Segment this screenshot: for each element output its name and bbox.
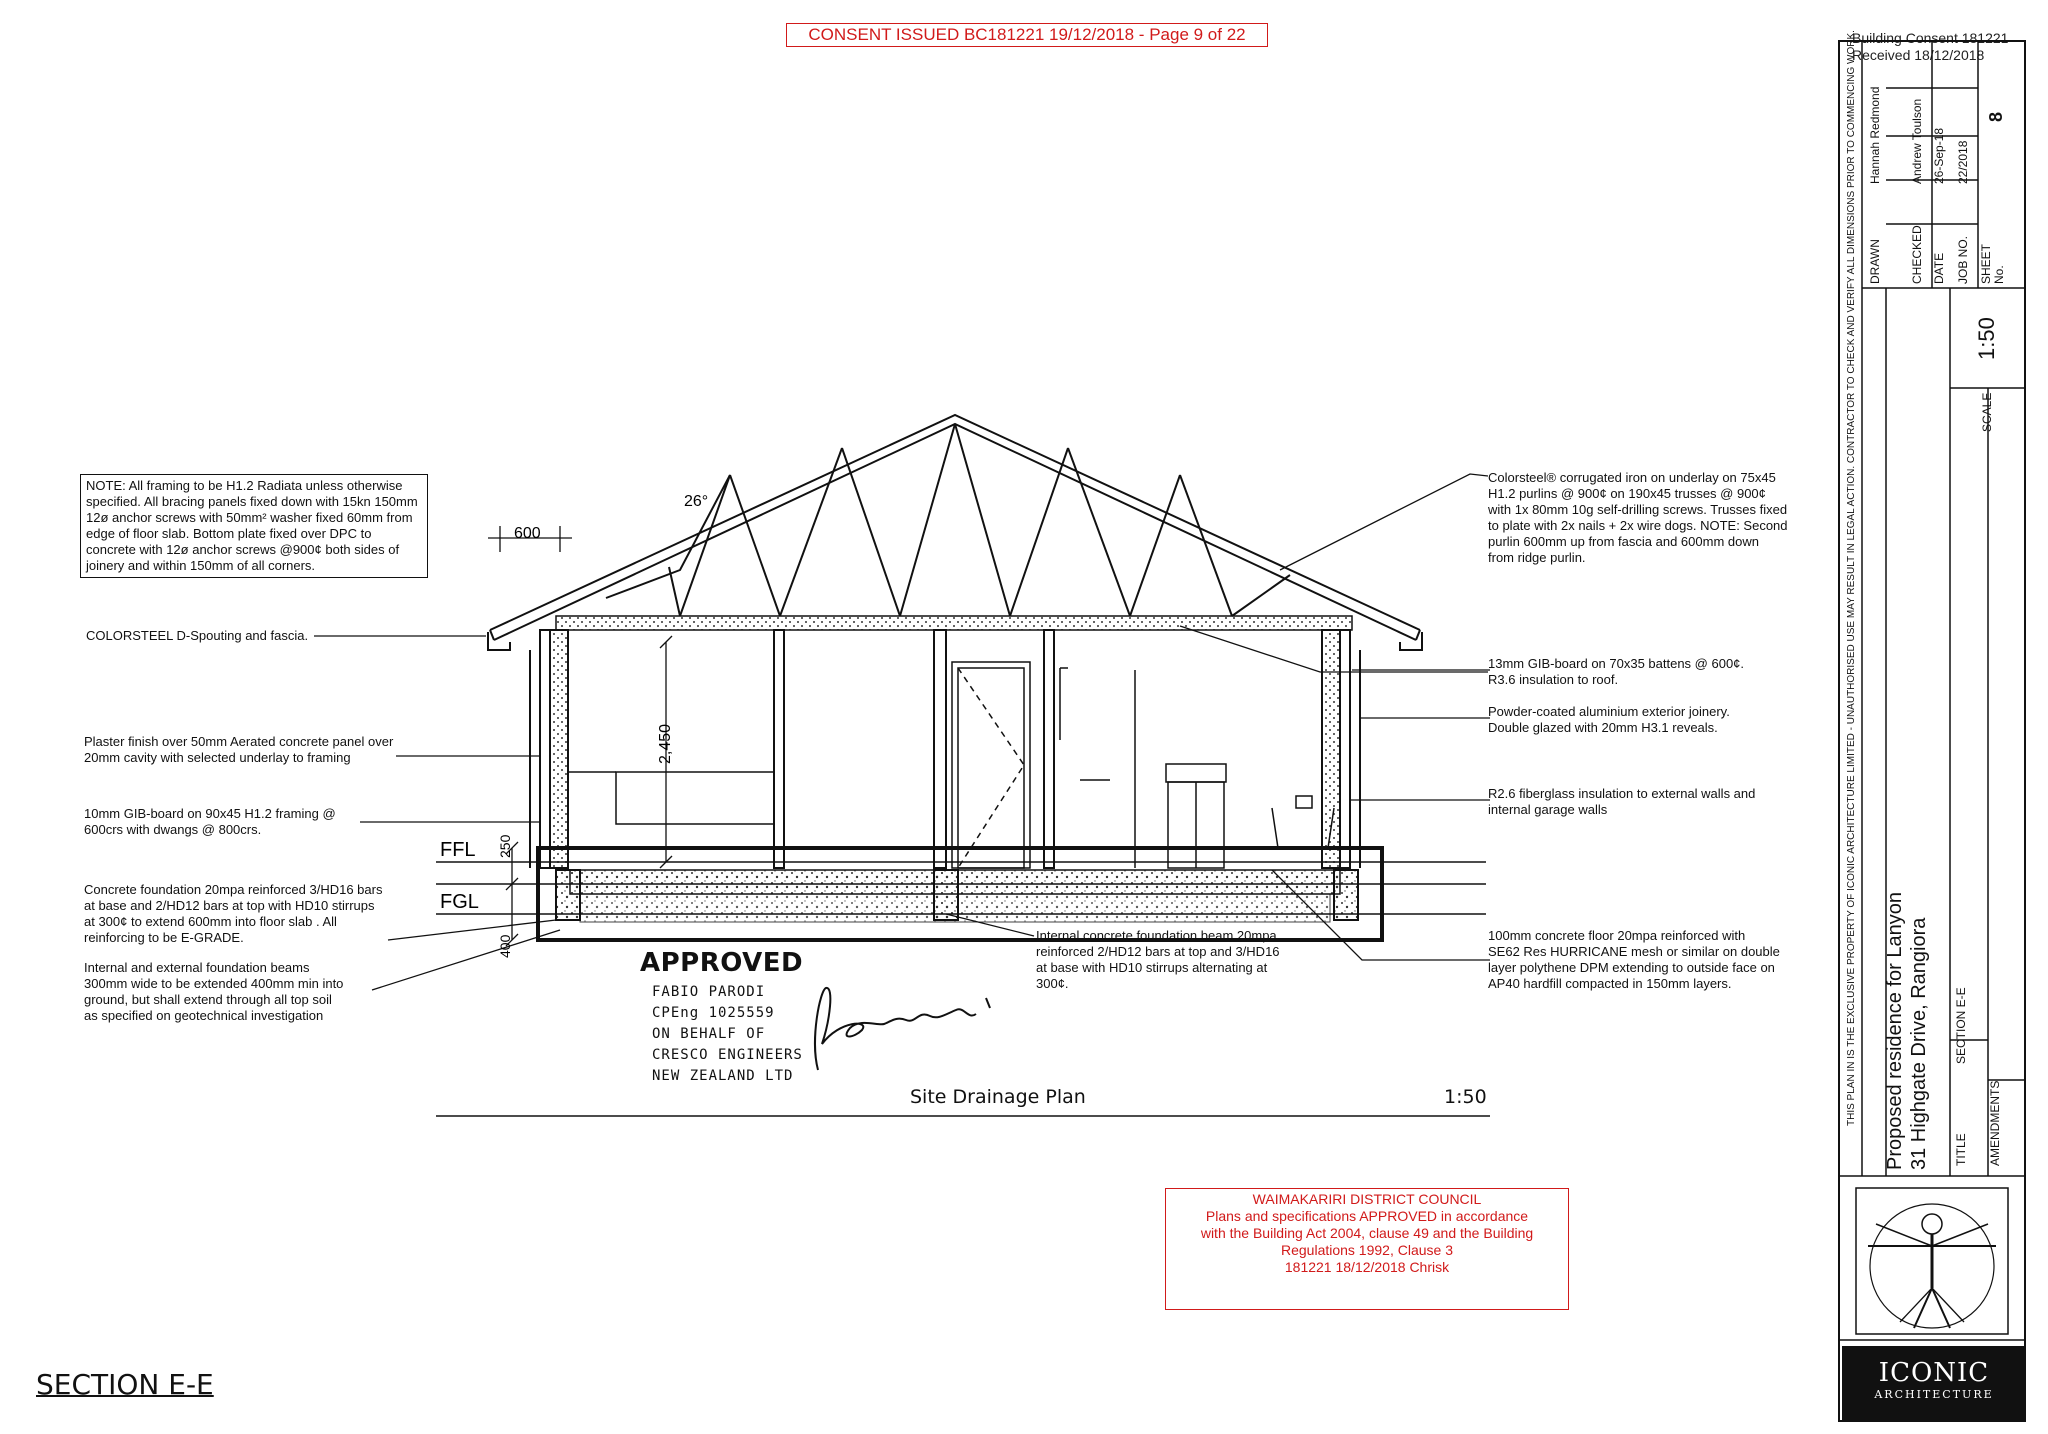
tb-date-label: DATE [1932, 252, 1946, 284]
truss-webs [606, 424, 1290, 616]
council-line3: with the Building Act 2004, clause 49 and the Building [1200, 1225, 1534, 1241]
ceiling-insulation [556, 616, 1352, 630]
roof-iron-note: Colorsteel® corrugated iron on underlay on 75x45 H1.2 purlins @ 900¢ on 190x45 trusses @ 900¢ with 1x 80mm 10g self-drilling screws. Trusses fixed to plate with 2x nails + 2x wire dogs. NOTE: Second purlin 600mm up from fascia and 600mm down from ridge purlin. [1488, 470, 1788, 565]
insulation-walls-note: R2.6 fiberglass insulation to external walls and internal garage walls [1488, 786, 1756, 817]
shower [1060, 668, 1135, 868]
internal-beam-note: Internal concrete foundation beam 20mpa reinforced 2/HD12 bars at top and 3/HD16 at base with HD10 stirrups alternating at 300¢. [1036, 928, 1280, 991]
roof-pitch-label: 26° [684, 493, 709, 510]
ffl-offset-dimension: 250 [497, 834, 513, 858]
approval-line2: CPEng 1025559 [652, 1005, 775, 1021]
plaster-note: Plaster finish over 50mm Aerated concrete panel over 20mm cavity with selected underlay to framing [84, 734, 394, 765]
overhang-dimension: 600 [514, 525, 541, 542]
approval-line1: FABIO PARODI [652, 984, 766, 1000]
joinery-note: Powder-coated aluminium exterior joinery. Double glazed with 20mm H3.1 reveals. [1488, 704, 1730, 735]
approval-line3: ON BEHALF OF [652, 1026, 766, 1042]
tb-date-value: 26-Sep-18 [1932, 127, 1946, 184]
brand-sub: ARCHITECTURE [1874, 1388, 1994, 1401]
tb-drawn-value: Hannah Redmond [1868, 86, 1882, 184]
approval-line5: NEW ZEALAND LTD [652, 1068, 794, 1084]
spouting-note: COLORSTEEL D-Spouting and fascia. [86, 628, 309, 643]
consent-issued-stamp: CONSENT ISSUED BC181221 19/12/2018 - Page 9 of 22 [786, 23, 1268, 47]
gib-ceiling-note: 13mm GIB-board on 70x35 battens @ 600¢. R3.6 insulation to roof. [1488, 656, 1745, 687]
vitruvian-logo [1852, 1184, 2012, 1338]
building-consent-line1: Building Consent 181221 [1852, 30, 2009, 46]
council-line2: Plans and specifications APPROVED in accordance [1205, 1208, 1529, 1224]
door [952, 662, 1030, 868]
council-line4: Regulations 1992, Clause 3 [1280, 1242, 1453, 1258]
council-line1: WAIMAKARIRI DISTRICT COUNCIL [1252, 1191, 1482, 1207]
engineer-signature [800, 980, 1010, 1080]
ffl-label: FFL [440, 839, 476, 861]
brand-name: ICONIC [1878, 1358, 1990, 1388]
tb-project-line1: Proposed residence for Lanyon [1884, 892, 1906, 1170]
tb-checked-value: Andrew Toulson [1910, 98, 1924, 184]
plan-title: Site Drainage Plan [910, 1086, 1086, 1108]
tb-sheet-label: SHEET No. [1979, 244, 2006, 284]
council-approval-stamp [1165, 1188, 1569, 1310]
iconic-logo-badge [1842, 1346, 2026, 1420]
tb-checked-label: CHECKED [1910, 225, 1924, 284]
tb-title-value: SECTION E-E [1954, 987, 1968, 1064]
tb-drawn-label: DRAWN [1868, 239, 1882, 284]
tb-sheet-value: 8 [1986, 111, 2006, 122]
vanity [1166, 764, 1226, 868]
left-fixture [568, 772, 774, 824]
tb-scale-value: 1:50 [1974, 317, 1999, 360]
tb-amendments-label: AMENDMENTS [1988, 1080, 2002, 1166]
foundation-beams-note: Internal and external foundation beams 300mm wide to be extended 400mm min into ground, but shall extend through all top soil as specified on geotechnical investigation [84, 960, 344, 1023]
foundation-depth-dimension: 400 [497, 934, 513, 958]
tb-scale-label: SCALE [1980, 392, 1994, 432]
tb-title-label: TITLE [1954, 1133, 1968, 1166]
gib-framing-note: 10mm GIB-board on 90x45 H1.2 framing @ 600crs with dwangs @ 800crs. [84, 806, 336, 837]
council-line5: 181221 18/12/2018 Chrisk [1284, 1259, 1450, 1275]
tb-job-label: JOB NO. [1956, 235, 1970, 284]
approved-title: APPROVED [640, 948, 804, 978]
section-title: SECTION E-E [36, 1368, 214, 1401]
building-consent-line2: Received 18/12/2018 [1852, 47, 1985, 63]
plan-scale: 1:50 [1444, 1086, 1487, 1108]
tb-job-value: 22/2018 [1956, 140, 1970, 184]
tb-project-line2: 31 Highgate Drive, Rangiora [1908, 917, 1930, 1170]
stud-height-dimension: 2,450 [657, 723, 674, 764]
tb-disclaimer: THIS PLAN IN IS THE EXCLUSIVE PROPERTY OF ICONIC ARCHITECTURE LIMITED - UNAUTHORISED USE MAY RESULT IN LEGAL ACTION. CONTRACTOR TO CHECK AND VERIFY ALL DIMENSIONS PRIOR TO COMMENCING WORK. [1846, 30, 1857, 1126]
approval-line4: CRESCO ENGINEERS [652, 1047, 803, 1063]
concrete-foundation-note: Concrete foundation 20mpa reinforced 3/HD16 bars at base and 2/HD12 bars at top with HD10 stirrups at 300¢ to extend 600mm into floor slab . All reinforcing to be E-GRADE. [84, 882, 383, 945]
concrete-floor-note: 100mm concrete floor 20mpa reinforced with SE62 Res HURRICANE mesh or similar on double layer polythene DPM extending to outside face on AP40 hardfill compacted in 150mm layers. [1488, 928, 1780, 991]
fgl-label: FGL [440, 891, 479, 913]
internal-walls [774, 630, 1054, 868]
spouting [488, 632, 1422, 650]
roof [490, 415, 1420, 640]
framing-note: NOTE: All framing to be H1.2 Radiata unless otherwise specified. All bracing panels fixed down with 15kn 150mm 12ø anchor screws with 50mm² washer fixed 60mm from edge of floor slab. Bottom plate fixed over DPC to concrete with 12ø anchor screws @900¢ both sides of joinery and within 150mm of all corners. [80, 474, 428, 578]
